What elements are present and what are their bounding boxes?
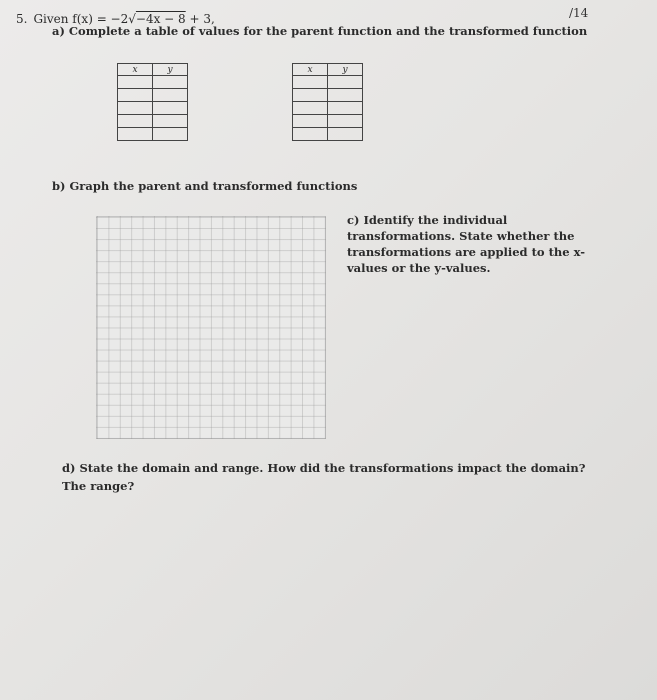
- table-header-x: x: [118, 64, 153, 76]
- table-row: [293, 89, 363, 102]
- table-cell[interactable]: [118, 76, 153, 89]
- table-cell[interactable]: [328, 115, 363, 128]
- table-cell[interactable]: [328, 76, 363, 89]
- table-cell[interactable]: [293, 128, 328, 141]
- table-cell[interactable]: [328, 102, 363, 115]
- table-cell[interactable]: [118, 89, 153, 102]
- part-d-label: d): [62, 461, 76, 475]
- function-suffix: + 3,: [185, 12, 215, 26]
- part-c-text: Identify the individual transformations. State whether the transformations are applied to the x-values or the y-values.: [347, 213, 586, 275]
- radical-sign: √: [128, 12, 136, 26]
- table-row: [118, 128, 188, 141]
- table-header-y: y: [328, 64, 363, 76]
- table-row: [118, 102, 188, 115]
- table-header-y: y: [153, 64, 188, 76]
- table-row: [293, 115, 363, 128]
- table-cell[interactable]: [328, 89, 363, 102]
- graph-grid[interactable]: [96, 216, 326, 439]
- table-cell[interactable]: [293, 89, 328, 102]
- part-d: [62, 459, 602, 495]
- table-cell[interactable]: [153, 128, 188, 141]
- table-cell[interactable]: [153, 102, 188, 115]
- part-c: [347, 212, 612, 276]
- part-a: [52, 24, 587, 38]
- table-row: [293, 76, 363, 89]
- table-cell[interactable]: [118, 115, 153, 128]
- transformed-function-table: [292, 63, 363, 141]
- table-cell[interactable]: [153, 89, 188, 102]
- parent-function-table: [117, 63, 188, 141]
- table-header-x: x: [293, 64, 328, 76]
- question-number: 5.: [16, 12, 28, 26]
- part-b: [52, 179, 357, 193]
- function-prefix: Given f(x) = −2: [33, 12, 129, 26]
- table-cell[interactable]: [118, 128, 153, 141]
- table-cell[interactable]: [293, 102, 328, 115]
- table-cell[interactable]: [153, 76, 188, 89]
- part-d-text: State the domain and range. How did the transformations impact the domain? The range?: [62, 461, 586, 493]
- part-a-label: a): [52, 24, 65, 38]
- table-row: [293, 102, 363, 115]
- table-row: [118, 89, 188, 102]
- table-row: [118, 76, 188, 89]
- table-cell[interactable]: [118, 102, 153, 115]
- part-b-label: b): [52, 179, 66, 193]
- table-cell[interactable]: [153, 115, 188, 128]
- score-label: /14: [569, 6, 589, 20]
- table-cell[interactable]: [293, 76, 328, 89]
- radicand: −4x − 8: [135, 12, 186, 26]
- part-c-label: c): [347, 213, 360, 227]
- part-a-text: Complete a table of values for the parent function and the transformed function: [68, 24, 588, 38]
- part-b-text: Graph the parent and transformed functions: [69, 179, 358, 193]
- table-cell[interactable]: [293, 115, 328, 128]
- table-row: [293, 128, 363, 141]
- table-cell[interactable]: [328, 128, 363, 141]
- table-row: [118, 115, 188, 128]
